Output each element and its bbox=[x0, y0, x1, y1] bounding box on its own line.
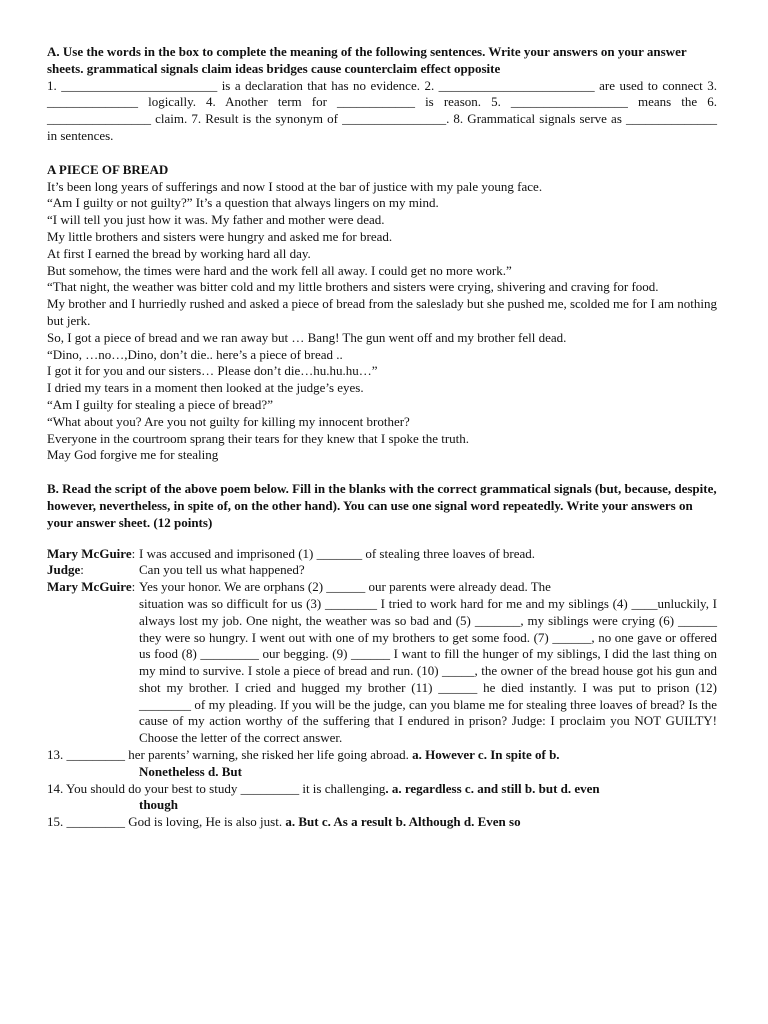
question-options: . a. regardless c. and still b. but d. even bbox=[385, 780, 600, 796]
poem-line: “What about you? Are you not guilty for killing my innocent brother? bbox=[47, 413, 410, 429]
poem-line: It’s been long years of sufferings and now I stood at the bar of justice with my pale young face. bbox=[47, 178, 543, 194]
poem-line: My brother and I hurriedly rushed and asked a piece of bread from the saleslady but she pushed me, scolded me for I am nothing but jerk. bbox=[47, 296, 717, 328]
poem-line: “Am I guilty for stealing a piece of bread?” bbox=[47, 396, 273, 412]
poem-title: A PIECE OF BREAD bbox=[47, 161, 169, 177]
script-row bbox=[47, 562, 717, 579]
question-stem: 15. _________ God is loving, He is also just. bbox=[47, 814, 286, 830]
poem-line: Everyone in the courtroom sprang their tears for they knew that I spoke the truth. bbox=[47, 430, 470, 446]
question-stem: 14. You should do your best to study _________ it is challenging bbox=[47, 780, 386, 796]
speaker-name: Judge bbox=[47, 562, 81, 578]
speaker-colon: : bbox=[131, 579, 136, 595]
poem-line: “Dino, …no…,Dino, don’t die.. here’s a piece of bread .. bbox=[47, 346, 343, 362]
worksheet-page bbox=[47, 44, 717, 831]
poem-line: “That night, the weather was bitter cold and my little brothers and sisters were crying, shivering and craving for food. bbox=[47, 279, 659, 295]
question-item bbox=[47, 814, 717, 831]
question-options-continuation: Nonetheless d. But bbox=[139, 763, 242, 779]
speech-text: I was accused and imprisoned (1) _______ of stealing three loaves of bread. bbox=[139, 545, 536, 561]
question-item bbox=[47, 781, 717, 798]
poem-line: But somehow, the times were hard and the work fell all away. I could get no more work.” bbox=[47, 262, 512, 278]
question-stem: 13. _________ her parents’ warning, she risked her life going abroad. bbox=[47, 747, 413, 763]
speaker-colon: : bbox=[131, 545, 136, 561]
script-block bbox=[47, 546, 717, 748]
multiple-choice-questions bbox=[47, 747, 717, 831]
poem-line: At first I earned the bread by working hard all day. bbox=[47, 245, 311, 261]
speech-continuation: situation was so difficult for us (3) ________ I tried to work hard for me and my siblings (4) ____unluckily, I always lost my job. One night, the weather was so bad and (5) _______, my siblings were crying (6) ______ they were so hungry. I went out with one of my brothers to get some food. (7) ______, no one gave or offered us food (8) _________ our begging. (9) ______ I want to fill the hunger of my siblings, I did the last thing on my mind to survive. I stole a piece of bread and run. (10) _____, the owner of the bread house got his gun and shot my brother. I cried and hugged my brother (11) ______ he died instantly. I was put to prison (12) ________ of my pleading. If you will be the judge, can you blame me for stealing three loaves of bread? Is the cause of my action worthy of the suffering that I endured in prison? Judge: I proclaim you NOT GUILTY! Choose the letter of the correct answer. bbox=[139, 595, 717, 746]
question-item bbox=[47, 747, 717, 764]
question-options: a. However c. In spite of b. bbox=[412, 747, 560, 763]
poem-line: “Am I guilty or not guilty?” It’s a question that always lingers on my mind. bbox=[47, 195, 439, 211]
question-options: a. But c. As a result b. Although d. Even so bbox=[285, 814, 521, 830]
poem-line: I dried my tears in a moment then looked at the judge’s eyes. bbox=[47, 380, 364, 396]
poem-line: I got it for you and our sisters… Please don’t die…hu.hu.hu…” bbox=[47, 363, 378, 379]
speech-text: Can you tell us what happened? bbox=[139, 562, 305, 578]
section-b-heading: B. Read the script of the above poem below. Fill in the blanks with the correct grammatical signals (but, because, despite, however, nevertheless, in spite of, on the other hand). You can use one signal word repeatedly. Write your answers on your answer sheet. (12 points) bbox=[47, 481, 717, 530]
poem-body bbox=[47, 179, 717, 465]
poem-line: So, I got a piece of bread and we ran away but … Bang! The gun went off and my brother fell dead. bbox=[47, 329, 567, 345]
speaker-name: Mary McGuire bbox=[47, 579, 132, 595]
speaker-name: Mary McGuire bbox=[47, 545, 132, 561]
section-a-heading: A. Use the words in the box to complete the meaning of the following sentences. Write your answers on your answer sheets. grammatical signals claim ideas bridges cause counterclaim effect opposite bbox=[47, 44, 687, 76]
section-a-items: 1. ________________________ is a declaration that has no evidence. 2. ________________________ are used to connect 3. ______________ logically. 4. Another term for ____________ is reason. 5. __________________ means the 6. ________________ claim. 7. Result is the synonym of ________________. 8. Grammatical signals serve as ______________ in sentences. bbox=[47, 77, 717, 143]
poem-line: My little brothers and sisters were hungry and asked me for bread. bbox=[47, 228, 393, 244]
script-row bbox=[47, 546, 717, 563]
speech-text: Yes your honor. We are orphans (2) ______ our parents were already dead. The bbox=[139, 579, 551, 595]
speaker-colon: : bbox=[80, 562, 84, 578]
poem-line: “I will tell you just how it was. My father and mother were dead. bbox=[47, 212, 385, 228]
script-row bbox=[47, 579, 717, 596]
question-options-continuation: though bbox=[139, 797, 179, 813]
poem-line: May God forgive me for stealing bbox=[47, 447, 219, 463]
